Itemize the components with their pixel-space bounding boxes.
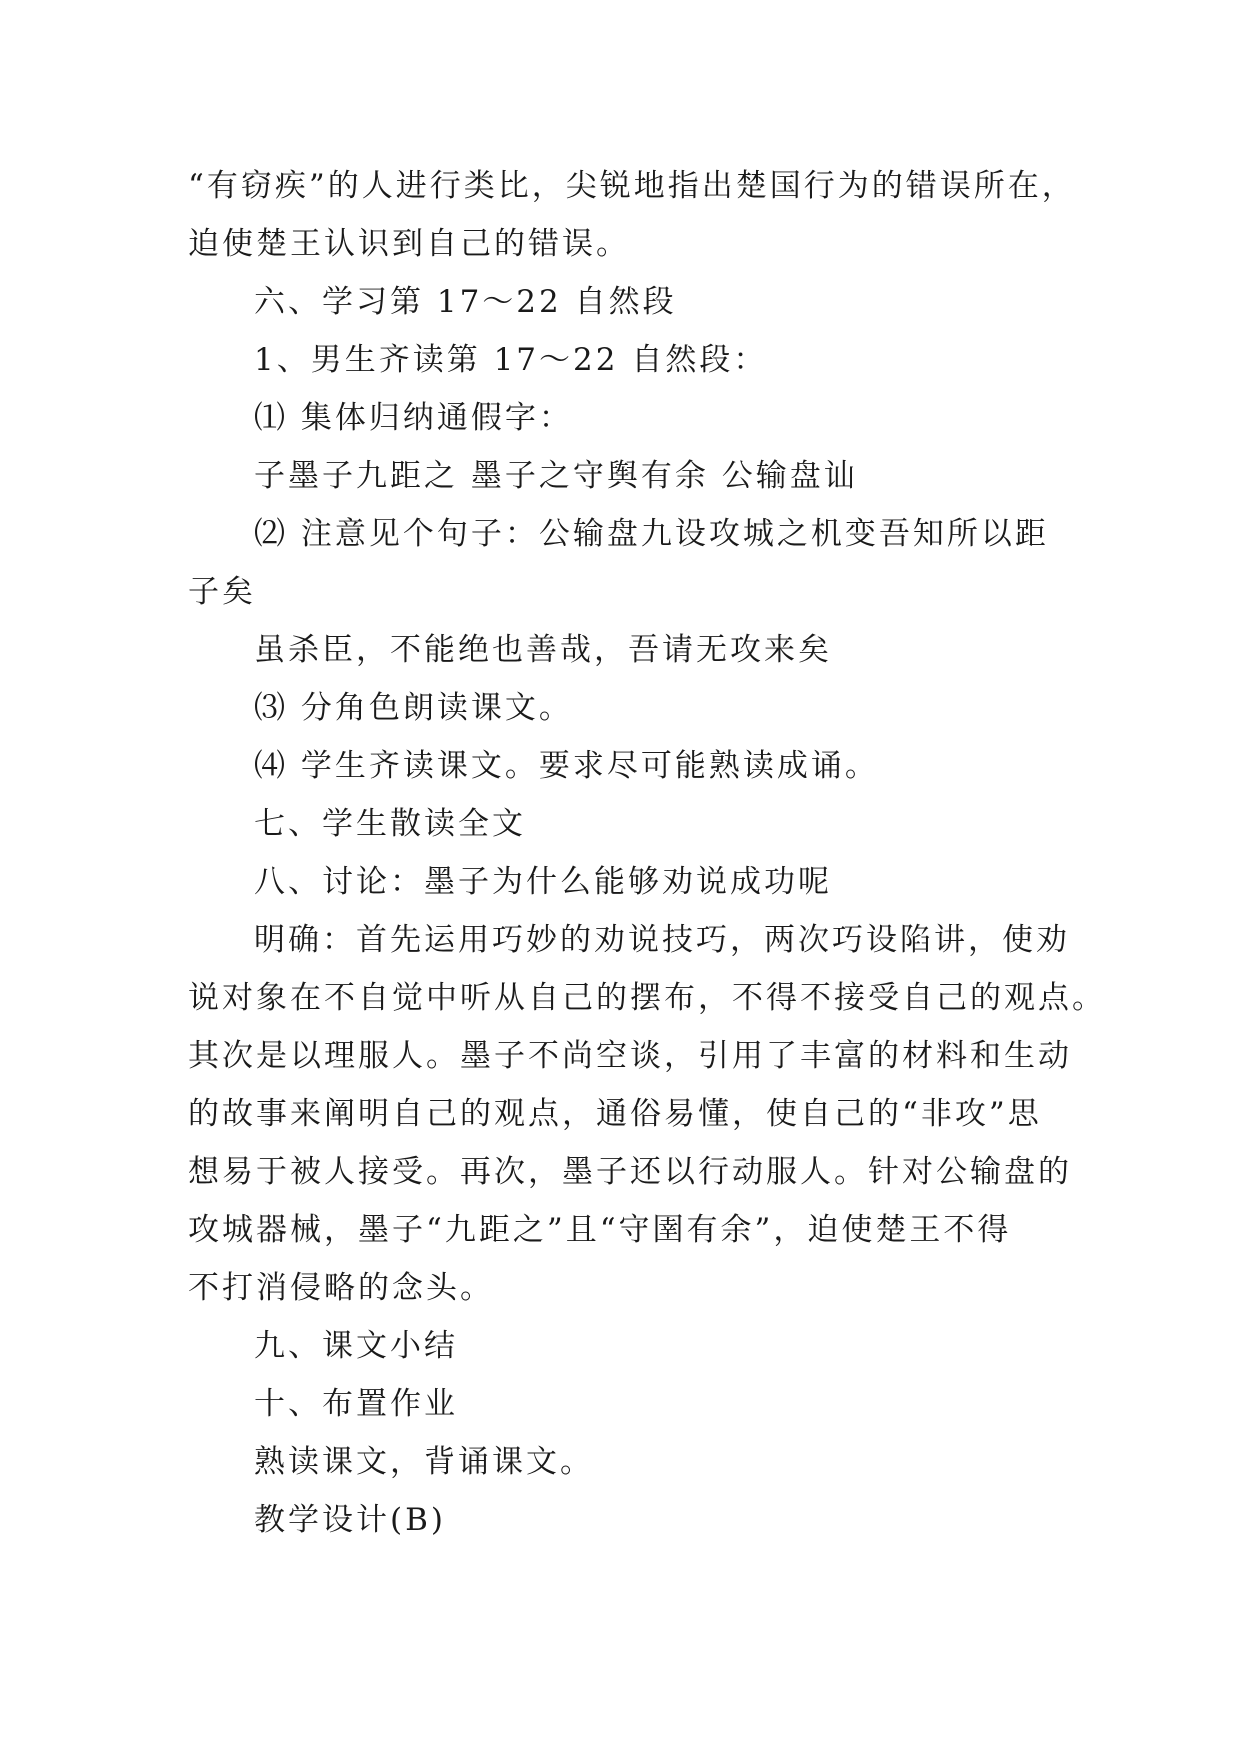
text-line: 虽杀臣，不能绝也善哉，吾请无攻来矣	[254, 632, 832, 668]
text-line: 想易于被人接受。再次，墨子还以行动服人。针对公输盘的	[188, 1154, 1072, 1190]
text-line: 说对象在不自觉中听从自己的摆布，不得不接受自己的观点。	[188, 980, 1106, 1016]
text-line: 不打消侵略的念头。	[188, 1270, 494, 1306]
text-line: 攻城器械，墨子“九距之”且“守圉有余”，迫使楚王不得	[188, 1212, 1012, 1248]
text-line: ⑶ 分角色朗读课文。	[254, 690, 573, 726]
text-line: 熟读课文，背诵课文。	[254, 1444, 594, 1480]
text-line: 1、男生齐读第 17～22 自然段：	[254, 342, 768, 378]
text-line: “有窃疾”的人进行类比，尖锐地指出楚国行为的错误所在，	[188, 168, 1076, 204]
document-body	[188, 157, 1106, 1549]
section-heading: 八、讨论：墨子为什么能够劝说成功呢	[254, 864, 832, 900]
text-line: 其次是以理服人。墨子不尚空谈，引用了丰富的材料和生动	[188, 1038, 1072, 1074]
text-line: ⑴ 集体归纳通假字：	[254, 400, 573, 436]
text-line: 明确：首先运用巧妙的劝说技巧，两次巧设陷讲，使劝	[254, 922, 1070, 958]
section-heading: 七、学生散读全文	[254, 806, 526, 842]
section-heading: 教学设计(B)	[254, 1502, 446, 1538]
text-line: 迫使楚王认识到自己的错误。	[188, 226, 630, 262]
section-heading: 六、学习第 17～22 自然段	[254, 284, 677, 320]
text-line: 的故事来阐明自己的观点，通俗易懂，使自己的“非攻”思	[188, 1096, 1042, 1132]
section-heading: 十、布置作业	[254, 1386, 458, 1422]
text-line: ⑵ 注意见个句子：公输盘九设攻城之机变吾知所以距	[254, 516, 1049, 552]
text-line: 子矣	[188, 574, 256, 610]
text-line: ⑷ 学生齐读课文。要求尽可能熟读成诵。	[254, 748, 879, 784]
text-line: 子墨子九距之 墨子之守舆有余 公输盘讪	[254, 458, 858, 494]
section-heading: 九、课文小结	[254, 1328, 458, 1364]
